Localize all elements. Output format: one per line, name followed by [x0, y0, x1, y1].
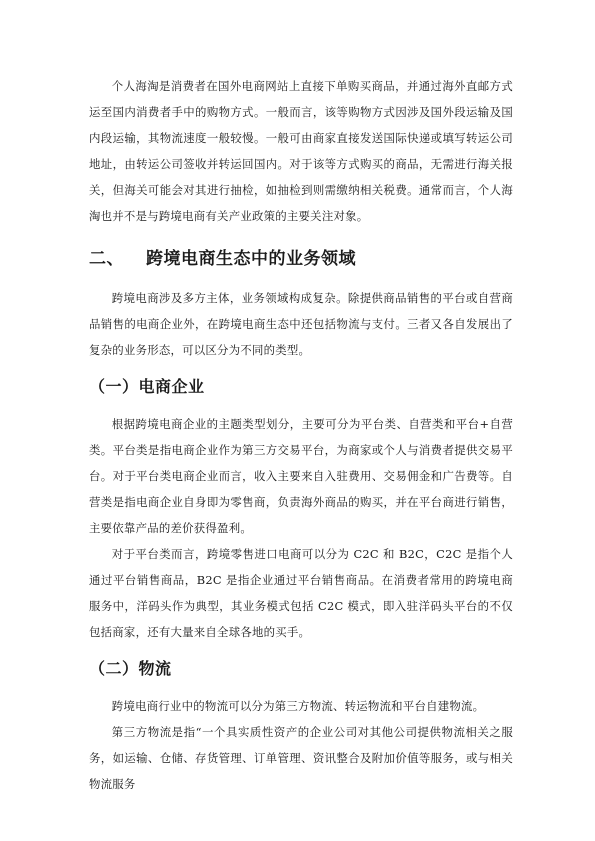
paragraph-c2c-b2c: 对于平台类而言，跨境零售进口电商可以分为 C2C 和 B2C，C2C 是指个人通过平台销售商品，B2C 是指企业通过平台销售商品。在消费者常用的跨境电商服务中，洋码头作为典型，其业务模式包括 C2C 模式，即入驻洋码头平台的不仅包括商家，还有大量来自全球各地的买手。 — [89, 547, 513, 639]
subheading-logistics: （二）物流 — [89, 659, 172, 678]
section-heading-business-domains — [89, 246, 513, 272]
paragraph-business-overview: 跨境电商涉及多方主体，业务领域构成复杂。除提供商品销售的平台或自营商品销售的电商企业外，在跨境电商生态中还包括物流与支付。三者又各自发展出了复杂的业务形态，可以区分为不同的类型。 — [89, 291, 513, 357]
paragraph-personal-haitao: 个人海淘是消费者在国外电商网站上直接下单购买商品，并通过海外直邮方式运至国内消费者手中的购物方式。一般而言，该等购物方式因涉及国外段运输及国内段运输，其物流速度一般较慢。一般可由商家直接发送国际快递或填写转运公司地址，由转运公司签收并转运回国内。对于该等方式购买的商品，无需进行海关报关，但海关可能会对其进行抽检，如抽检到则需缴纳相关税费。通常而言，个人海淘也并不是与跨境电商有关产业政策的主要关注对象。 — [89, 79, 513, 223]
section-number: 二、 — [89, 249, 124, 269]
paragraph-third-party-logistics: 第三方物流是指“一个具实质性资产的企业公司对其他公司提供物流相关之服务，如运输、仓储、存货管理、订单管理、资讯整合及附加价值等服务，或与相关物流服务 — [89, 725, 513, 791]
section-title: 跨境电商生态中的业务领域 — [146, 249, 356, 269]
subheading-ecommerce-enterprises: （一）电商企业 — [89, 377, 205, 396]
document-body — [89, 73, 513, 797]
paragraph-enterprise-types: 根据跨境电商企业的主题类型划分，主要可分为平台类、自营类和平台+自营类。平台类是指电商企业作为第三方交易平台，为商家或个人与消费者提供交易平台。对于平台类电商企业而言，收入主要来自入驻费用、交易佣金和广告费等。自营类是指电商企业自身即为零售商，负责海外商品的购买，并在平台商进行销售，主要依靠产品的差价获得盈利。 — [89, 417, 513, 535]
paragraph-logistics-types: 跨境电商行业中的物流可以分为第三方物流、转运物流和平台自建物流。 — [111, 699, 485, 713]
